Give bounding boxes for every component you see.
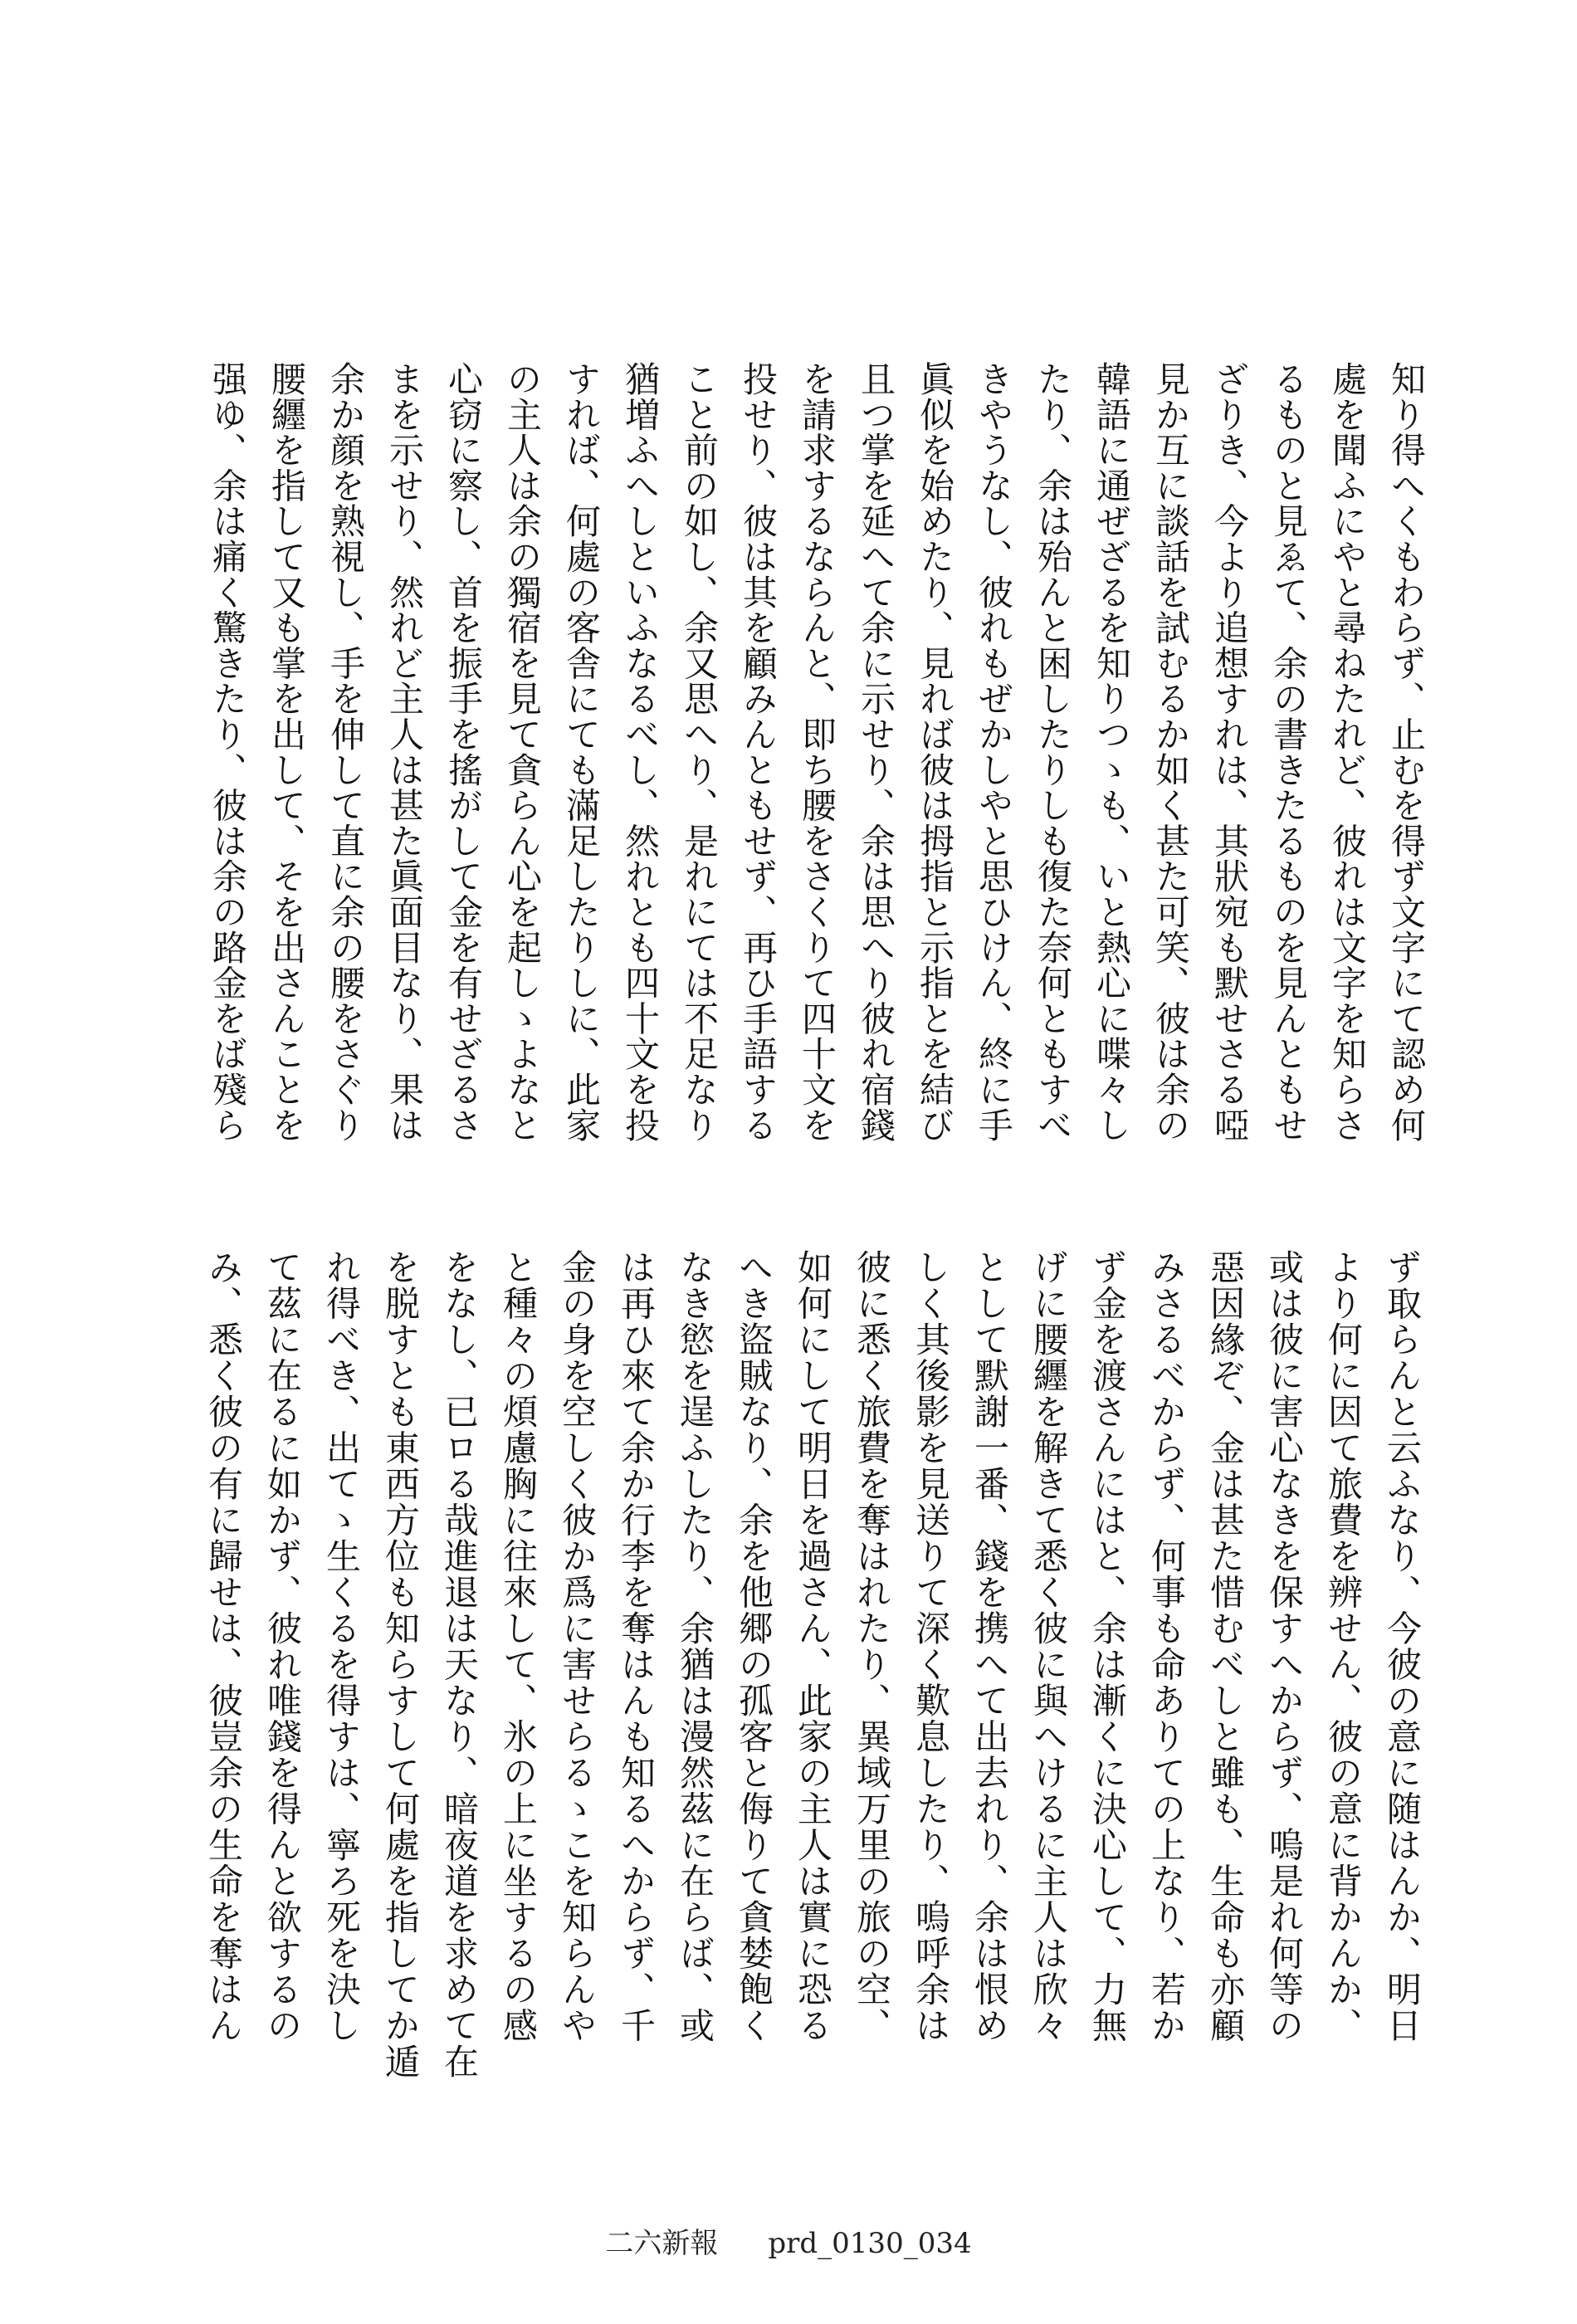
text-column: は再ひ來て余か行李を奪はんも知るへからず、千 xyxy=(616,1249,657,2043)
footer-page-id: prd_0130_034 xyxy=(768,2227,972,2260)
text-column: まを示せり、然れど主人は甚た眞面目なり、果は xyxy=(384,361,425,1143)
text-column: ず取らんと云ふなり、今彼の意に随はんか、明日 xyxy=(1382,1249,1423,2043)
text-column: きやうなし、彼れもぜかしやと思ひけん、終に手 xyxy=(974,361,1014,1143)
text-column: ず金を渡さんにはと、余は漸くに決心して、力無 xyxy=(1087,1249,1128,2043)
footer-title: 二六新報 xyxy=(605,2227,719,2260)
text-column: 余か顔を熟視し、手を伸して直に余の腰をさぐり xyxy=(325,361,366,1143)
text-column: 如何にして明日を過さん、此家の主人は實に恐る xyxy=(793,1249,833,2043)
text-column: 惡因緣ぞ、金は甚た惜むべしと雖も、生命も亦顧 xyxy=(1205,1249,1246,2043)
upper-text-block xyxy=(191,361,1427,1191)
text-column: へき盜賊なり、余を他郷の孤客と侮りて貪婪飽く xyxy=(734,1249,774,2043)
text-column: 强ゆ、余は痛く驚きたり、彼は余の路金をば殘ら xyxy=(208,361,248,1143)
text-column: みさるべからず、何事も命ありての上なり、若か xyxy=(1146,1249,1187,2043)
text-column: み、悉く彼の有に歸せは、彼豈余の生命を奪はん xyxy=(203,1249,244,2043)
text-column: 金の身を空しく彼か爲に害せらるゝこを知らんや xyxy=(557,1249,598,2043)
text-column: げに腰纒を解きて悉く彼に與へけるに主人は欣々 xyxy=(1028,1249,1069,2043)
text-column: 投せり、彼は其を顧みんともせず、再ひ手語する xyxy=(738,361,779,1143)
text-column: 或は彼に害心なきを保すへからず、嗚是れ何等の xyxy=(1264,1249,1305,2043)
text-column: れ得べき、出てゝ生くるを得すは、寧ろ死を決し xyxy=(321,1249,362,2043)
text-column: なき慾を逞ふしたり、余猶は漫然茲に在らば、或 xyxy=(675,1249,715,2043)
text-column: 猶増ふへしといふなるべし、然れとも四十文を投 xyxy=(620,361,661,1143)
text-column: すれば、何處の客舎にても滿足したりしに、此家 xyxy=(561,361,602,1143)
text-column: たり、余は殆んと困したりしも復た奈何ともすべ xyxy=(1033,361,1073,1143)
page-footer xyxy=(0,2220,1577,2261)
text-column: 腰纒を指して又も掌を出して、そを出さんことを xyxy=(266,361,307,1143)
text-column: しく其後影を見送りて深く歎息したり、嗚呼余は xyxy=(911,1249,951,2043)
text-column: と種々の煩慮胸に往來して、氷の上に坐するの感 xyxy=(498,1249,539,2043)
text-column: として默謝一番、錢を携へて出去れり、余は恨め xyxy=(969,1249,1010,2043)
text-column: て茲に在るに如かず、彼れ唯錢を得んと欲するの xyxy=(262,1249,303,2043)
text-column: 眞似を始めたり、見れば彼は拇指と示指とを結び xyxy=(915,361,955,1143)
text-column: ざりき、今より追想すれは、其狀宛も默せさる啞 xyxy=(1209,361,1250,1143)
text-column: 知り得へくもわらず、止むを得ず文字にて認め何 xyxy=(1386,361,1427,1143)
text-column: こと前の如し、余又思へり、是れにては不足なり xyxy=(679,361,720,1143)
text-column: をなし、已ロる哉進退は天なり、暗夜道を求めて在 xyxy=(439,1249,480,2080)
text-column: 處を聞ふにやと尋ねたれど、彼れは文字を知らさ xyxy=(1327,361,1368,1143)
text-column: より何に因て旅費を辨せん、彼の意に背かんか、 xyxy=(1323,1249,1364,2043)
text-column: を請求するならんと、即ち腰をさくりて四十文を xyxy=(797,361,837,1143)
text-column: るものと見ゑて、余の書きたるものを見んともせ xyxy=(1268,361,1309,1143)
text-column: 心窃に察し、首を振手を搖がして金を有せざるさ xyxy=(443,361,484,1143)
text-column: を脱すとも東西方位も知らすして何處を指してか遁 xyxy=(380,1249,421,2080)
text-column: 且つ掌を延へて余に示せり、余は思へり彼れ宿錢 xyxy=(856,361,896,1143)
text-column: の主人は余の獨宿を見て貪らん心を起しゝよなと xyxy=(502,361,543,1143)
lower-text-block xyxy=(191,1249,1423,2096)
text-column: 見か互に談話を試むるか如く甚た可笑、彼は余の xyxy=(1150,361,1191,1143)
text-column: 彼に悉く旅費を奪はれたり、異域万里の旅の空、 xyxy=(852,1249,892,2043)
text-column: 韓語に通ぜざるを知りつゝも、いと熱心に喋々し xyxy=(1091,361,1132,1143)
